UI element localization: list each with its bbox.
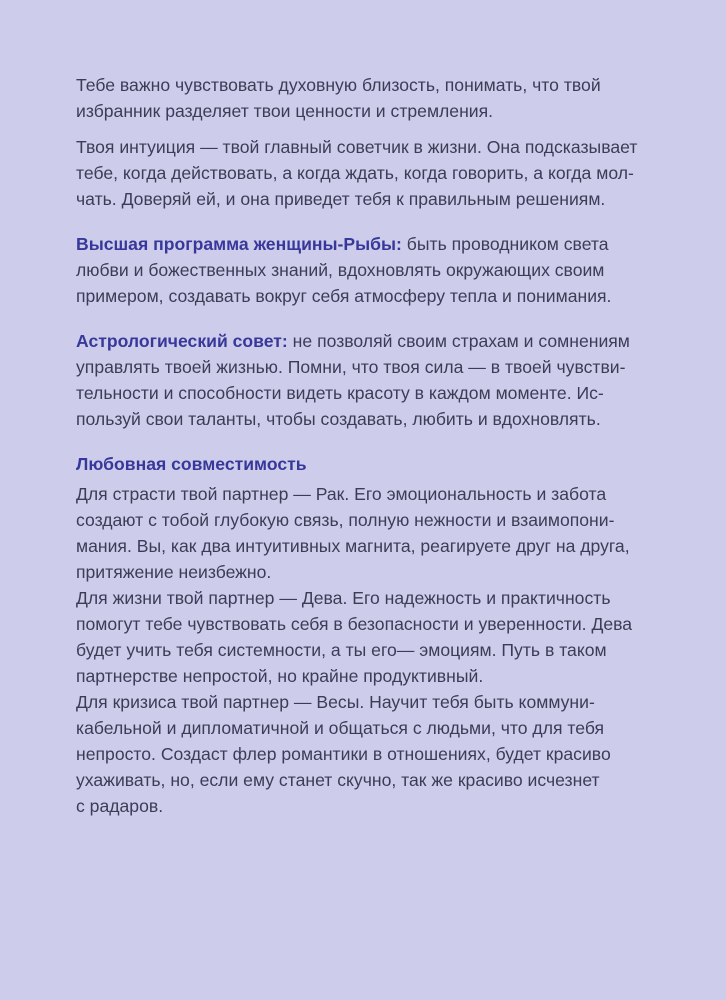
text-line: любви и божественных знаний, вдохновлять окружающих своим <box>76 260 605 280</box>
text-line: с радаров. <box>76 796 164 816</box>
text-line: кабельной и дипломатичной и общаться с людьми, что для тебя <box>76 718 605 738</box>
text-line: Твоя интуиция — твой главный советчик в жизни. Она подсказывает <box>76 137 638 157</box>
compatibility-paragraph <box>76 481 666 819</box>
intro-paragraph-2 <box>76 134 666 212</box>
text-line: Для страсти твой партнер — Рак. Его эмоциональность и забота <box>76 484 607 504</box>
program-text: быть проводником света <box>401 234 609 254</box>
text-line <box>76 328 666 354</box>
page-content <box>76 72 666 819</box>
text-line: примером, создавать вокруг себя атмосферу тепла и понимания. <box>76 286 612 306</box>
text-line: непросто. Создаст флер романтики в отношениях, будет красиво <box>76 744 611 764</box>
text-line: мания. Вы, как два интуитивных магнита, реагируете друг на друга, <box>76 536 630 556</box>
text-line: тебе, когда действовать, а когда ждать, когда говорить, а когда мол- <box>76 163 634 183</box>
text-line: Для жизни твой партнер — Дева. Его надежность и практичность <box>76 588 611 608</box>
text-line: ухаживать, но, если ему станет скучно, так же красиво исчезнет <box>76 770 600 790</box>
text-line: будет учить тебя системности, а ты его— эмоциям. Путь в таком <box>76 640 607 660</box>
text-line: пользуй свои таланты, чтобы создавать, любить и вдохновлять. <box>76 409 601 429</box>
text-line: партнерстве непростой, но крайне продуктивный. <box>76 666 484 686</box>
text-line: тельности и способности видеть красоту в каждом моменте. Ис- <box>76 383 604 403</box>
text-line <box>76 231 666 257</box>
text-line: чать. Доверяй ей, и она приведет тебя к правильным решениям. <box>76 189 606 209</box>
text-line: Тебе важно чувствовать духовную близость, понимать, что твой <box>76 75 601 95</box>
text-line: создают с тобой глубокую связь, полную нежности и взаимопони- <box>76 510 615 530</box>
text-line: помогут тебе чувствовать себя в безопасности и уверенности. Дева <box>76 614 633 634</box>
text-line: избранник разделяет твои ценности и стремления. <box>76 101 494 121</box>
text-line: управлять твоей жизнью. Помни, что твоя сила — в твоей чувстви- <box>76 357 626 377</box>
advice-text: не позволяй своим страхам и сомнениям <box>287 331 630 351</box>
program-label: Высшая программа женщины-Рыбы: <box>76 234 402 254</box>
text-line: притяжение неизбежно. <box>76 562 272 582</box>
program-paragraph <box>76 231 666 309</box>
intro-paragraph-1 <box>76 72 666 124</box>
advice-label: Астрологический совет: <box>76 331 288 351</box>
text-line: Для кризиса твой партнер — Весы. Научит тебя быть коммуни- <box>76 692 595 712</box>
advice-paragraph <box>76 328 666 432</box>
section-heading: Любовная совместимость <box>76 454 307 474</box>
